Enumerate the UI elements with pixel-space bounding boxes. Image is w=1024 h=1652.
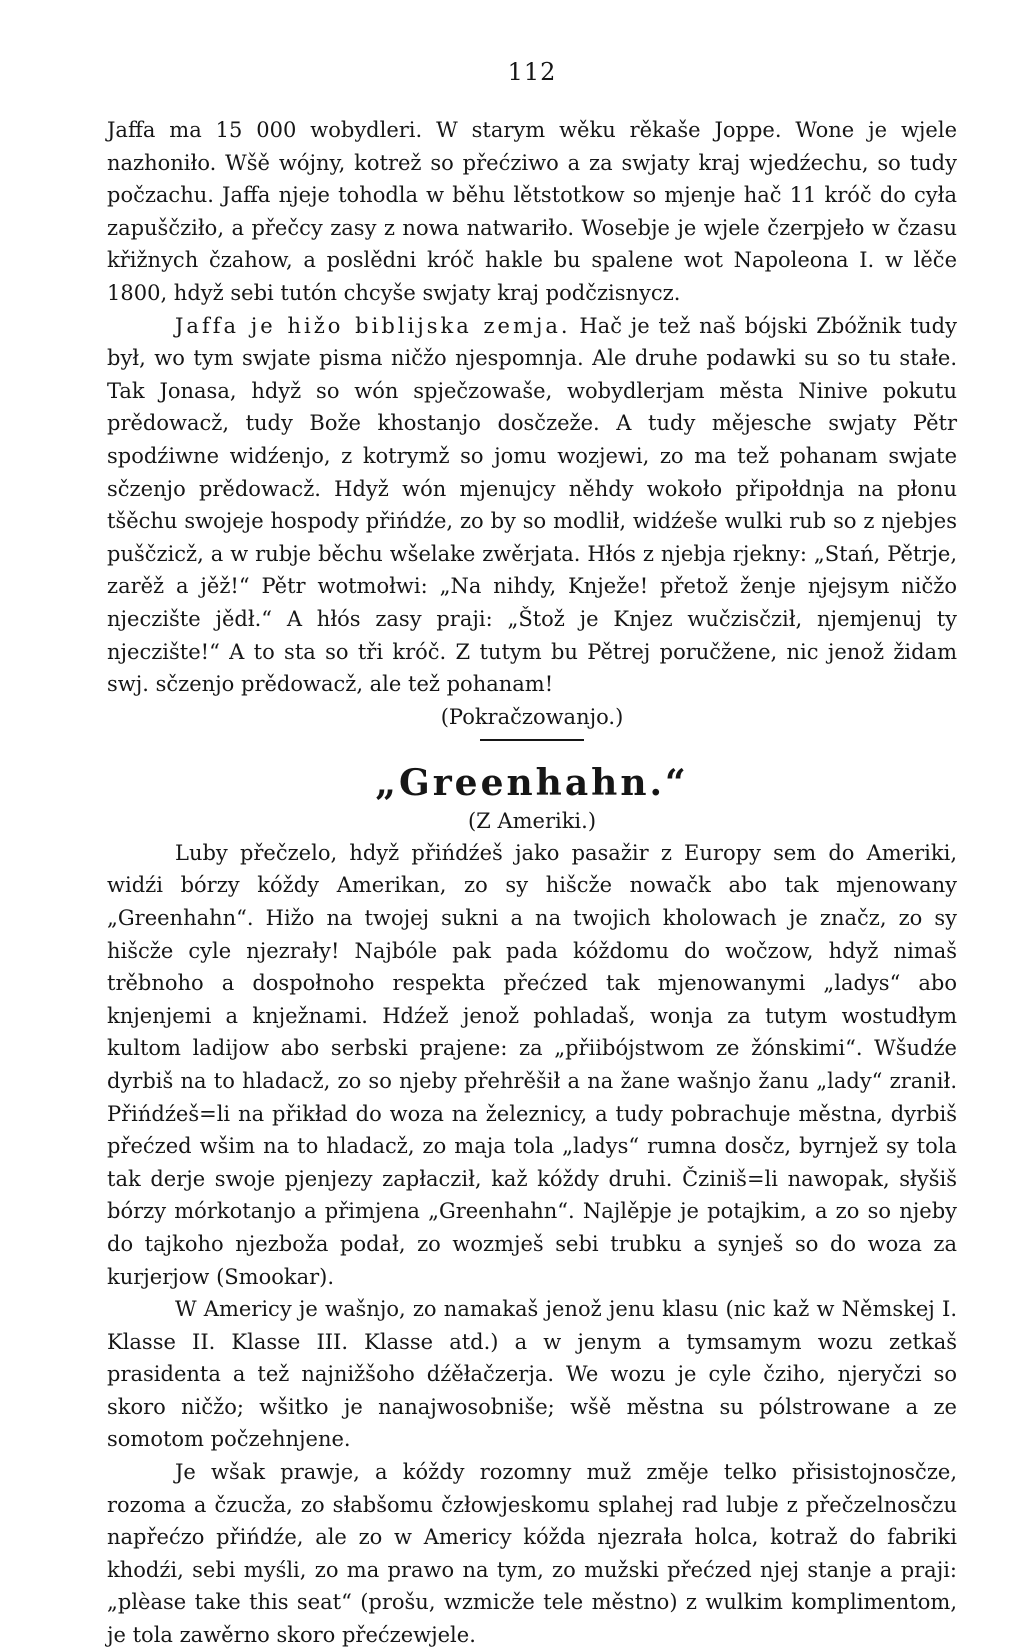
spaced-phrase: Jaffa je hižo biblijska zemja. <box>175 313 571 338</box>
article-subtitle: (Z Ameriki.) <box>467 808 597 833</box>
document-page <box>107 58 957 1652</box>
paragraph-courtesy: Je wšak prawje, a kóždy rozomny muž změje telko přisistojnosčze, rozoma a čzucža, zo słabšomu čzłowjeskomu splahej rad lubje z přečzelnosčzu napřećzo přińdźe, ale zo w Americy kóžda njezrała holca, kotraž do fabriki khodźi, sebi myśli, zo ma prawo na tym, zo mužski přećzed njej stanje a praji: „plèase take this seat“ (prošu, wzmicže tele městno) z wulkim komplimentom, je tola zawěrno skoro přećzewjele. <box>107 1460 957 1648</box>
paragraph-greenhahn-intro: Luby přečzelo, hdyž přińdźeš jako pasažir z Europy sem do Ameriki, widźi bórzy kóždy Amerikan, zo sy hišcže nowačk abo tak mjenowany „Greenhahn“. Hižo na twojej sukni a na twojich kholowach je značz, zo sy hišcže cyle njezrały! Najbóle pak pada kóždomu do wočzow, hdyž nimaš trěbnoho a dospołnoho respekta přećzed tak mjenowanymi „ladys“ abo knjenjemi a knježnami. Hdźež jenož pohladaš, wonja za tutym wostudłym kultom ladijow abo serbski prajene: za „přiibójstwom ze žónskimi“. Wšudźe dyrbiš na to hladacž, zo so njeby přehrěšił a na žane wašnjo žanu „lady“ zranił. Přińdźeš=li na přikład do woza na železnicy, a tudy pobrachuje městna, dyrbiš přećzed wšim na to hladacž, zo maja tola „ladys“ rumna dosčz, byrnjež sy tola tak derje swoje pjenjezy zapłacził, kaž kóždy druhi. Čziniš=li nawopak, słyšiš bórzy mórkotanjo a přimjena „Greenhahn“. Najlěpje je potajkim, a zo so njeby do tajkoho njezboža podał, zo wozmješ sebi trubku a synješ so do woza za kurjerjow (Smookar). <box>107 840 957 1289</box>
page-number: 112 <box>507 58 557 86</box>
article-title: „Greenhahn.“ <box>375 761 689 804</box>
paragraph-jaffa-biblical <box>107 310 957 701</box>
continuation-note: (Pokračzowanjo.) <box>440 704 624 729</box>
paragraph-america-class: W Americy je wašnjo, zo namakaš jenož jenu klasu (nic kaž w Němskej I. Klasse II. Klasse III. Klasse atd.) a w jenym a tymsamym wozu zetkaš prasidenta a tež najnižšoho dźěłačzerja. We wozu je cyle čziho, njeryčzi so skoro ničžo; wšitko je nanajwosobniše; wšě městna su pólstrowane a ze somotom počzehnjene. <box>107 1297 957 1452</box>
paragraph-text: Hač je tež naš bójski Zbóžnik tudy był, wo tym swjate pisma ničžo njespomnja. Ale druhe podawki su so tu stałe. Tak Jonasa, hdyž so wón spječzowaše, wobydlerjam města Ninive pokutu prědowacž, tudy Bože khostanjo dosčzeže. A tudy mějesche swjaty Pětr spodźiwne widźenjo, z kotrymž so jomu wozjewi, zo ma tež pohanam swjate sčzenjo prědowacž. Hdyž wón mjenujcy něhdy wokoło připołdnja na płonu tšěchu swojeje hospody přińdźe, zo by so modlił, widźeše wulki rub so z njebjes puščzicž, a w rubje běchu wšelake zwěrjata. Hłós z njebja rjekny: „Stań, Pětrje, zarěž a jěž!“ Pětr wotmołwi: „Na nihdy, Knježe! přetož ženje njejsym ničžo njeczište jědł.“ A hłós zasy praji: „Štož je Knjez wučzisčził, njemjenuj ty njeczište!“ A to sta so tři króč. Z tutym bu Pětrej poručžene, nic jenož židam swj. sčzenjo prědowacž, ale tež pohanam! <box>107 313 957 697</box>
paragraph-jaffa-history: Jaffa ma 15 000 wobydleri. W starym wěku rěkaše Joppe. Wone je wjele nazhoniło. Wšě wójny, kotrež so přećziwo a za swjaty kraj wjedźechu, so tudy počzachu. Jaffa njeje tohodla w běhu lětstotkow so mjenje hač 11 króč do cyła zapuščziło, a přečcy zasy z nowa natwariło. Wosebje je wjele čzerpjeło w čzasu křižnych čzahow, a poslědni króč hakle bu spalene wot Napoleona I. w lěče 1800, hdyž sebi tutón chcyše swjaty kraj podčzisnycz. <box>107 118 957 305</box>
section-divider <box>480 739 584 741</box>
